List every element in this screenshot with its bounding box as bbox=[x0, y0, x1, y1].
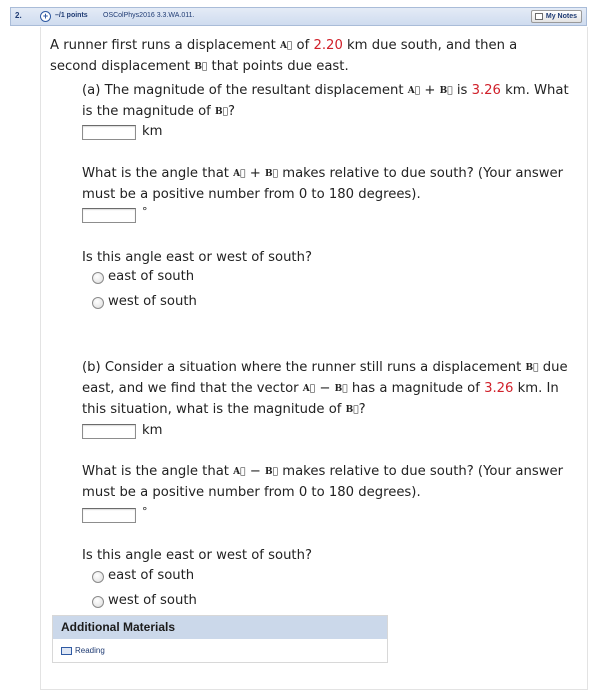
part-b-direction-question: Is this angle east or west of south? bbox=[82, 548, 312, 563]
part-a-unit: km bbox=[142, 124, 163, 139]
part-a-magnitude-input[interactable] bbox=[82, 125, 136, 140]
additional-materials-panel bbox=[52, 615, 388, 663]
question-source: OSColPhys2016 3.3.WA.011. bbox=[103, 12, 195, 19]
part-b-angle-question-2: must be a positive number from 0 to 180 degrees). bbox=[82, 485, 421, 500]
notes-icon bbox=[535, 13, 543, 20]
intro-line-1: A runner first runs a displacement A⃗ of 2.20 km due south, and then a bbox=[50, 38, 518, 53]
part-b-angle-question-1: What is the angle that A⃗ − B⃗ makes relative to due south? (Your answer bbox=[82, 464, 564, 479]
part-b-line-1: (b) Consider a situation where the runner still runs a displacement B⃗ due bbox=[82, 360, 568, 375]
part-b-west-label[interactable]: west of south bbox=[108, 593, 197, 608]
part-a-east-label[interactable]: east of south bbox=[108, 269, 195, 284]
part-a-line-1: (a) The magnitude of the resultant displacement A⃗ + B⃗ is 3.26 km. What bbox=[82, 83, 569, 98]
part-a-angle-question-2: must be a positive number from 0 to 180 degrees). bbox=[82, 187, 421, 202]
vector-b-symbol: B⃗ bbox=[194, 62, 208, 72]
part-b-line-2: east, and we find that the vector A⃗ − B⃗ has a magnitude of 3.26 km. In bbox=[82, 381, 559, 396]
distance-value: 2.20 bbox=[313, 38, 343, 53]
part-b-degree-symbol: ° bbox=[142, 505, 148, 518]
part-b-east-label[interactable]: east of south bbox=[108, 568, 195, 583]
additional-materials-title: Additional Materials bbox=[53, 616, 387, 639]
part-a-west-label[interactable]: west of south bbox=[108, 294, 197, 309]
part-b-unit: km bbox=[142, 423, 163, 438]
part-a-east-radio[interactable] bbox=[92, 272, 104, 284]
part-b-line-3: this situation, what is the magnitude of B⃗? bbox=[82, 402, 366, 417]
my-notes-label: My Notes bbox=[545, 13, 577, 20]
book-icon bbox=[61, 647, 72, 655]
question-header bbox=[10, 7, 587, 26]
part-a-line-2: is the magnitude of B⃗? bbox=[82, 104, 236, 119]
intro-line-2: second displacement B⃗ that points due east. bbox=[50, 59, 349, 74]
part-a-direction-question: Is this angle east or west of south? bbox=[82, 250, 312, 265]
expand-plus-icon[interactable]: + bbox=[40, 11, 51, 22]
part-a-west-radio[interactable] bbox=[92, 297, 104, 309]
part-b-west-radio[interactable] bbox=[92, 596, 104, 608]
resultant-value: 3.26 bbox=[471, 83, 501, 98]
points-label: –/1 points bbox=[55, 12, 88, 19]
question-number: 2. bbox=[15, 11, 22, 20]
my-notes-button[interactable] bbox=[531, 10, 582, 23]
part-a-angle-input[interactable] bbox=[82, 208, 136, 223]
part-b-magnitude-input[interactable] bbox=[82, 424, 136, 439]
vector-a-symbol: A⃗ bbox=[279, 41, 293, 51]
part-b-east-radio[interactable] bbox=[92, 571, 104, 583]
part-a-degree-symbol: ° bbox=[142, 205, 148, 218]
part-a-angle-question-1: What is the angle that A⃗ + B⃗ makes relative to due south? (Your answer bbox=[82, 166, 564, 181]
part-b-angle-input[interactable] bbox=[82, 508, 136, 523]
reading-label[interactable]: Reading bbox=[75, 646, 105, 655]
part-b-magnitude-value: 3.26 bbox=[484, 381, 514, 396]
reading-link[interactable] bbox=[61, 646, 105, 656]
